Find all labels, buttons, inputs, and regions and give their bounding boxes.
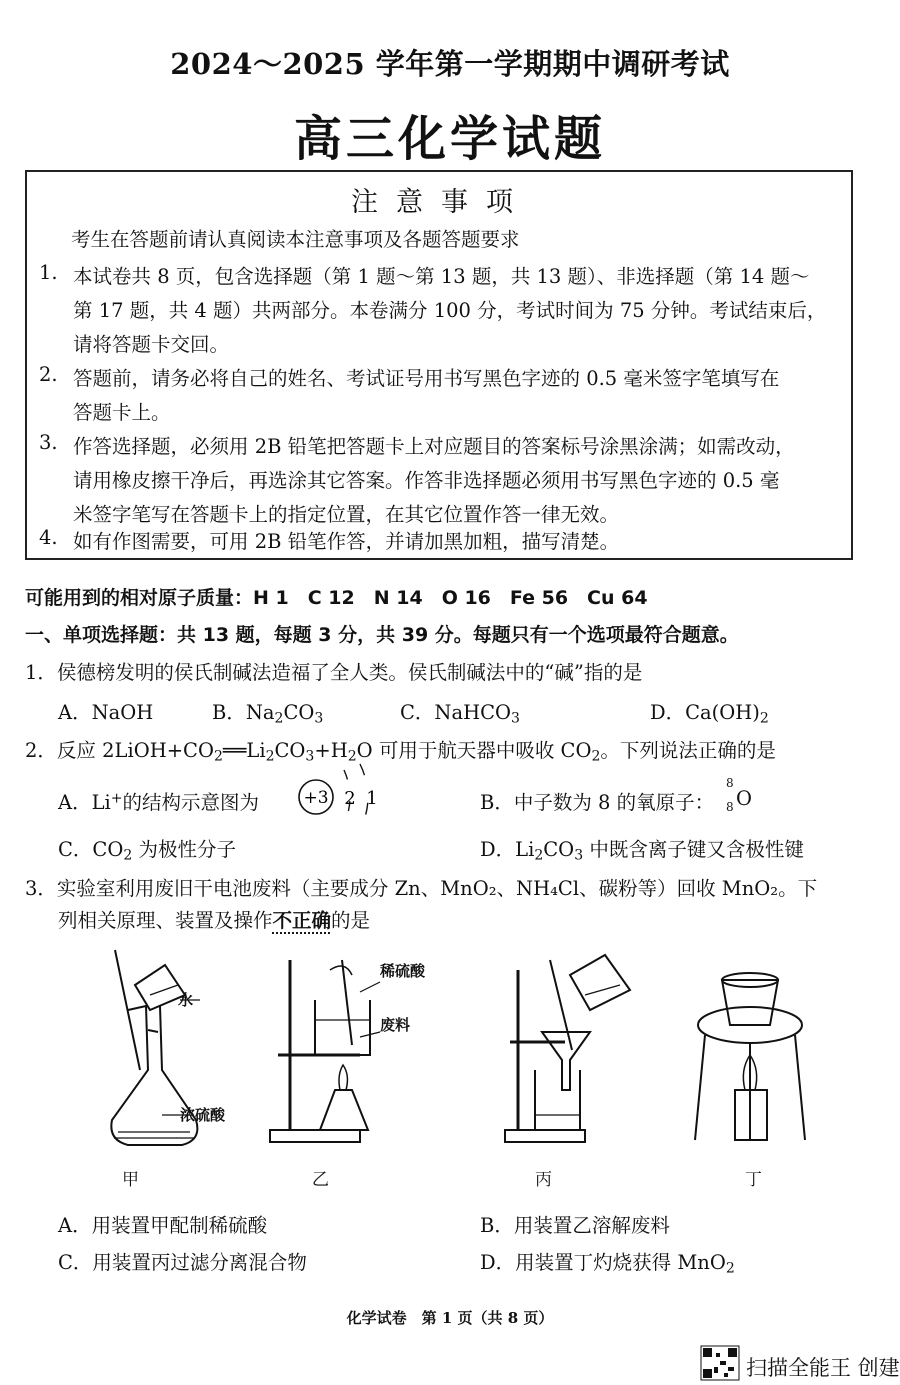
label-conc-acid: 浓硫酸 [180, 1106, 226, 1124]
pouring-beaker [570, 955, 630, 1010]
q3-option-c: C．用装置丙过滤分离混合物 [58, 1251, 307, 1274]
qr-code-icon [700, 1345, 740, 1381]
notice-title: 注意事项 [351, 187, 531, 218]
notice-item-line: 如有作图需要，可用 2B 铅笔作答，并请加黑加粗，描写清楚。 [73, 530, 620, 553]
q1-option-c: C．NaHCO$_3$ [400, 701, 520, 727]
label-water: 水 [178, 991, 194, 1009]
scanner-watermark: 扫描全能王 创建 [746, 1356, 900, 1380]
q1-option-b: B．$Na_2CO_3$ [212, 701, 324, 727]
page-footer: 化学试卷 第 1 页（共 8 页） [346, 1309, 554, 1327]
notice-item-line: 第 17 题，共 4 题）共两部分。本卷满分 100 分，考试时间为 75 分钟。考试结束后， [73, 299, 827, 322]
page-title: 高三化学试题 [293, 111, 606, 167]
label-jia: 甲 [122, 1170, 139, 1190]
notice-item-num: 1. [39, 261, 58, 284]
notice-item-line: 答题前，请务必将自己的姓名、考试证号用书写黑色字迹的 0.5 毫米签字笔填写在 [73, 367, 780, 390]
stand-base [505, 1130, 585, 1142]
apparatus-ding [695, 973, 805, 1140]
q3-stem-line1: 3．实验室利用废旧干电池废料（主要成分 Zn、MnO₂、NH₄Cl、碳粉等）回收 MnO₂。下 [25, 877, 818, 900]
notice-item-line: 米签字笔写在答题卡上的指定位置，在其它位置作答一律无效。 [73, 503, 620, 526]
receiving-beaker [535, 1070, 580, 1130]
section-heading: 一、单项选择题：共 13 题，每题 3 分，共 39 分。每题只有一个选项最符合题意。 [25, 624, 739, 646]
volumetric-flask [111, 1006, 197, 1145]
glass-rod [115, 950, 140, 1070]
tripod-leg [795, 1035, 805, 1140]
alcohol-lamp [320, 1090, 368, 1130]
mass-number: 8 [726, 776, 734, 790]
label-yi: 乙 [312, 1170, 329, 1190]
notice-item-line: 答题卡上。 [73, 401, 171, 424]
notice-box [25, 170, 853, 560]
exam-subtitle: 2024～2025 学年第一学期期中调研考试 [170, 47, 730, 81]
q3-stem-line2: 列相关原理、装置及操作不正确的是 [58, 909, 371, 932]
q3-option-d: D．用装置丁灼烧获得 MnO$_2$ [480, 1251, 735, 1277]
q1-stem: 1．侯德榜发明的侯氏制碱法造福了全人类。侯氏制碱法中的“碱”指的是 [25, 661, 643, 684]
funnel [542, 1032, 590, 1090]
notice-intro: 考生在答题前请认真阅读本注意事项及各题答题要求 [71, 228, 520, 251]
notice-item-line: 请将答题卡交回。 [73, 333, 230, 356]
apparatus-figure [90, 940, 850, 1190]
q2-option-b: B．中子数为 8 的氧原子： [480, 791, 715, 814]
label-waste: 废料 [380, 1016, 411, 1034]
q2-option-d: D．$Li_2CO_3$ 中既含离子键又含极性键 [480, 838, 804, 864]
label-dilute-acid: 稀硫酸 [380, 962, 426, 980]
oxygen-symbol: O [736, 787, 752, 810]
shell-1-electrons: 2 [344, 788, 356, 809]
notice-item-line: 作答选择题，必须用 2B 铅笔把答题卡上对应题目的答案标号涂黑涂满；如需改动， [73, 435, 795, 458]
notice-item-line: 本试卷共 8 页，包含选择题（第 1 题～第 13 题，共 13 题）、非选择题（第 14 题～ [73, 265, 810, 288]
notice-item-num: 2. [39, 363, 58, 386]
nucleus-charge: +3 [303, 788, 329, 808]
atomic-masses: 可能用到的相对原子质量：H 1 C 12 N 14 O 16 Fe 56 Cu 64 [25, 587, 648, 609]
notice-item-num: 3. [39, 431, 58, 454]
glass-rod [550, 960, 572, 1050]
q2-stem: 2．反应 $2LiOH+CO_2══Li_2CO_3+H_2O$ 可用于航天器中吸收 $CO_2$。下列说法正确的是 [25, 739, 776, 765]
shell-2-electrons: 1 [366, 788, 378, 809]
li-ion-structure-diagram [292, 762, 392, 832]
notice-item-num: 4. [39, 526, 58, 549]
apparatus-bing [505, 955, 630, 1142]
atomic-number: 8 [726, 800, 734, 814]
apparatus-yi [270, 960, 380, 1142]
label-bing: 丙 [535, 1170, 552, 1190]
label-ding: 丁 [745, 1170, 762, 1190]
flame [339, 1065, 347, 1090]
tripod-leg [695, 1035, 705, 1140]
stand-base [270, 1130, 360, 1142]
q3-option-a: A．用装置甲配制稀硫酸 [58, 1214, 268, 1237]
stopper-line [148, 1030, 158, 1032]
q3-option-b: B．用装置乙溶解废料 [480, 1214, 670, 1237]
q2-option-c: C．$CO_2$ 为极性分子 [58, 838, 236, 864]
q1-option-a: A．NaOH [58, 701, 154, 724]
q2-option-a: A．Li+的结构示意图为 [58, 790, 260, 814]
q1-option-d: D．$Ca(OH)_2$ [650, 701, 769, 727]
beaker-yi [315, 1000, 370, 1055]
notice-item-line: 请用橡皮擦干净后，再选涂其它答案。作答非选择题必须用书写黑色字迹的 0.5 毫 [73, 469, 780, 492]
